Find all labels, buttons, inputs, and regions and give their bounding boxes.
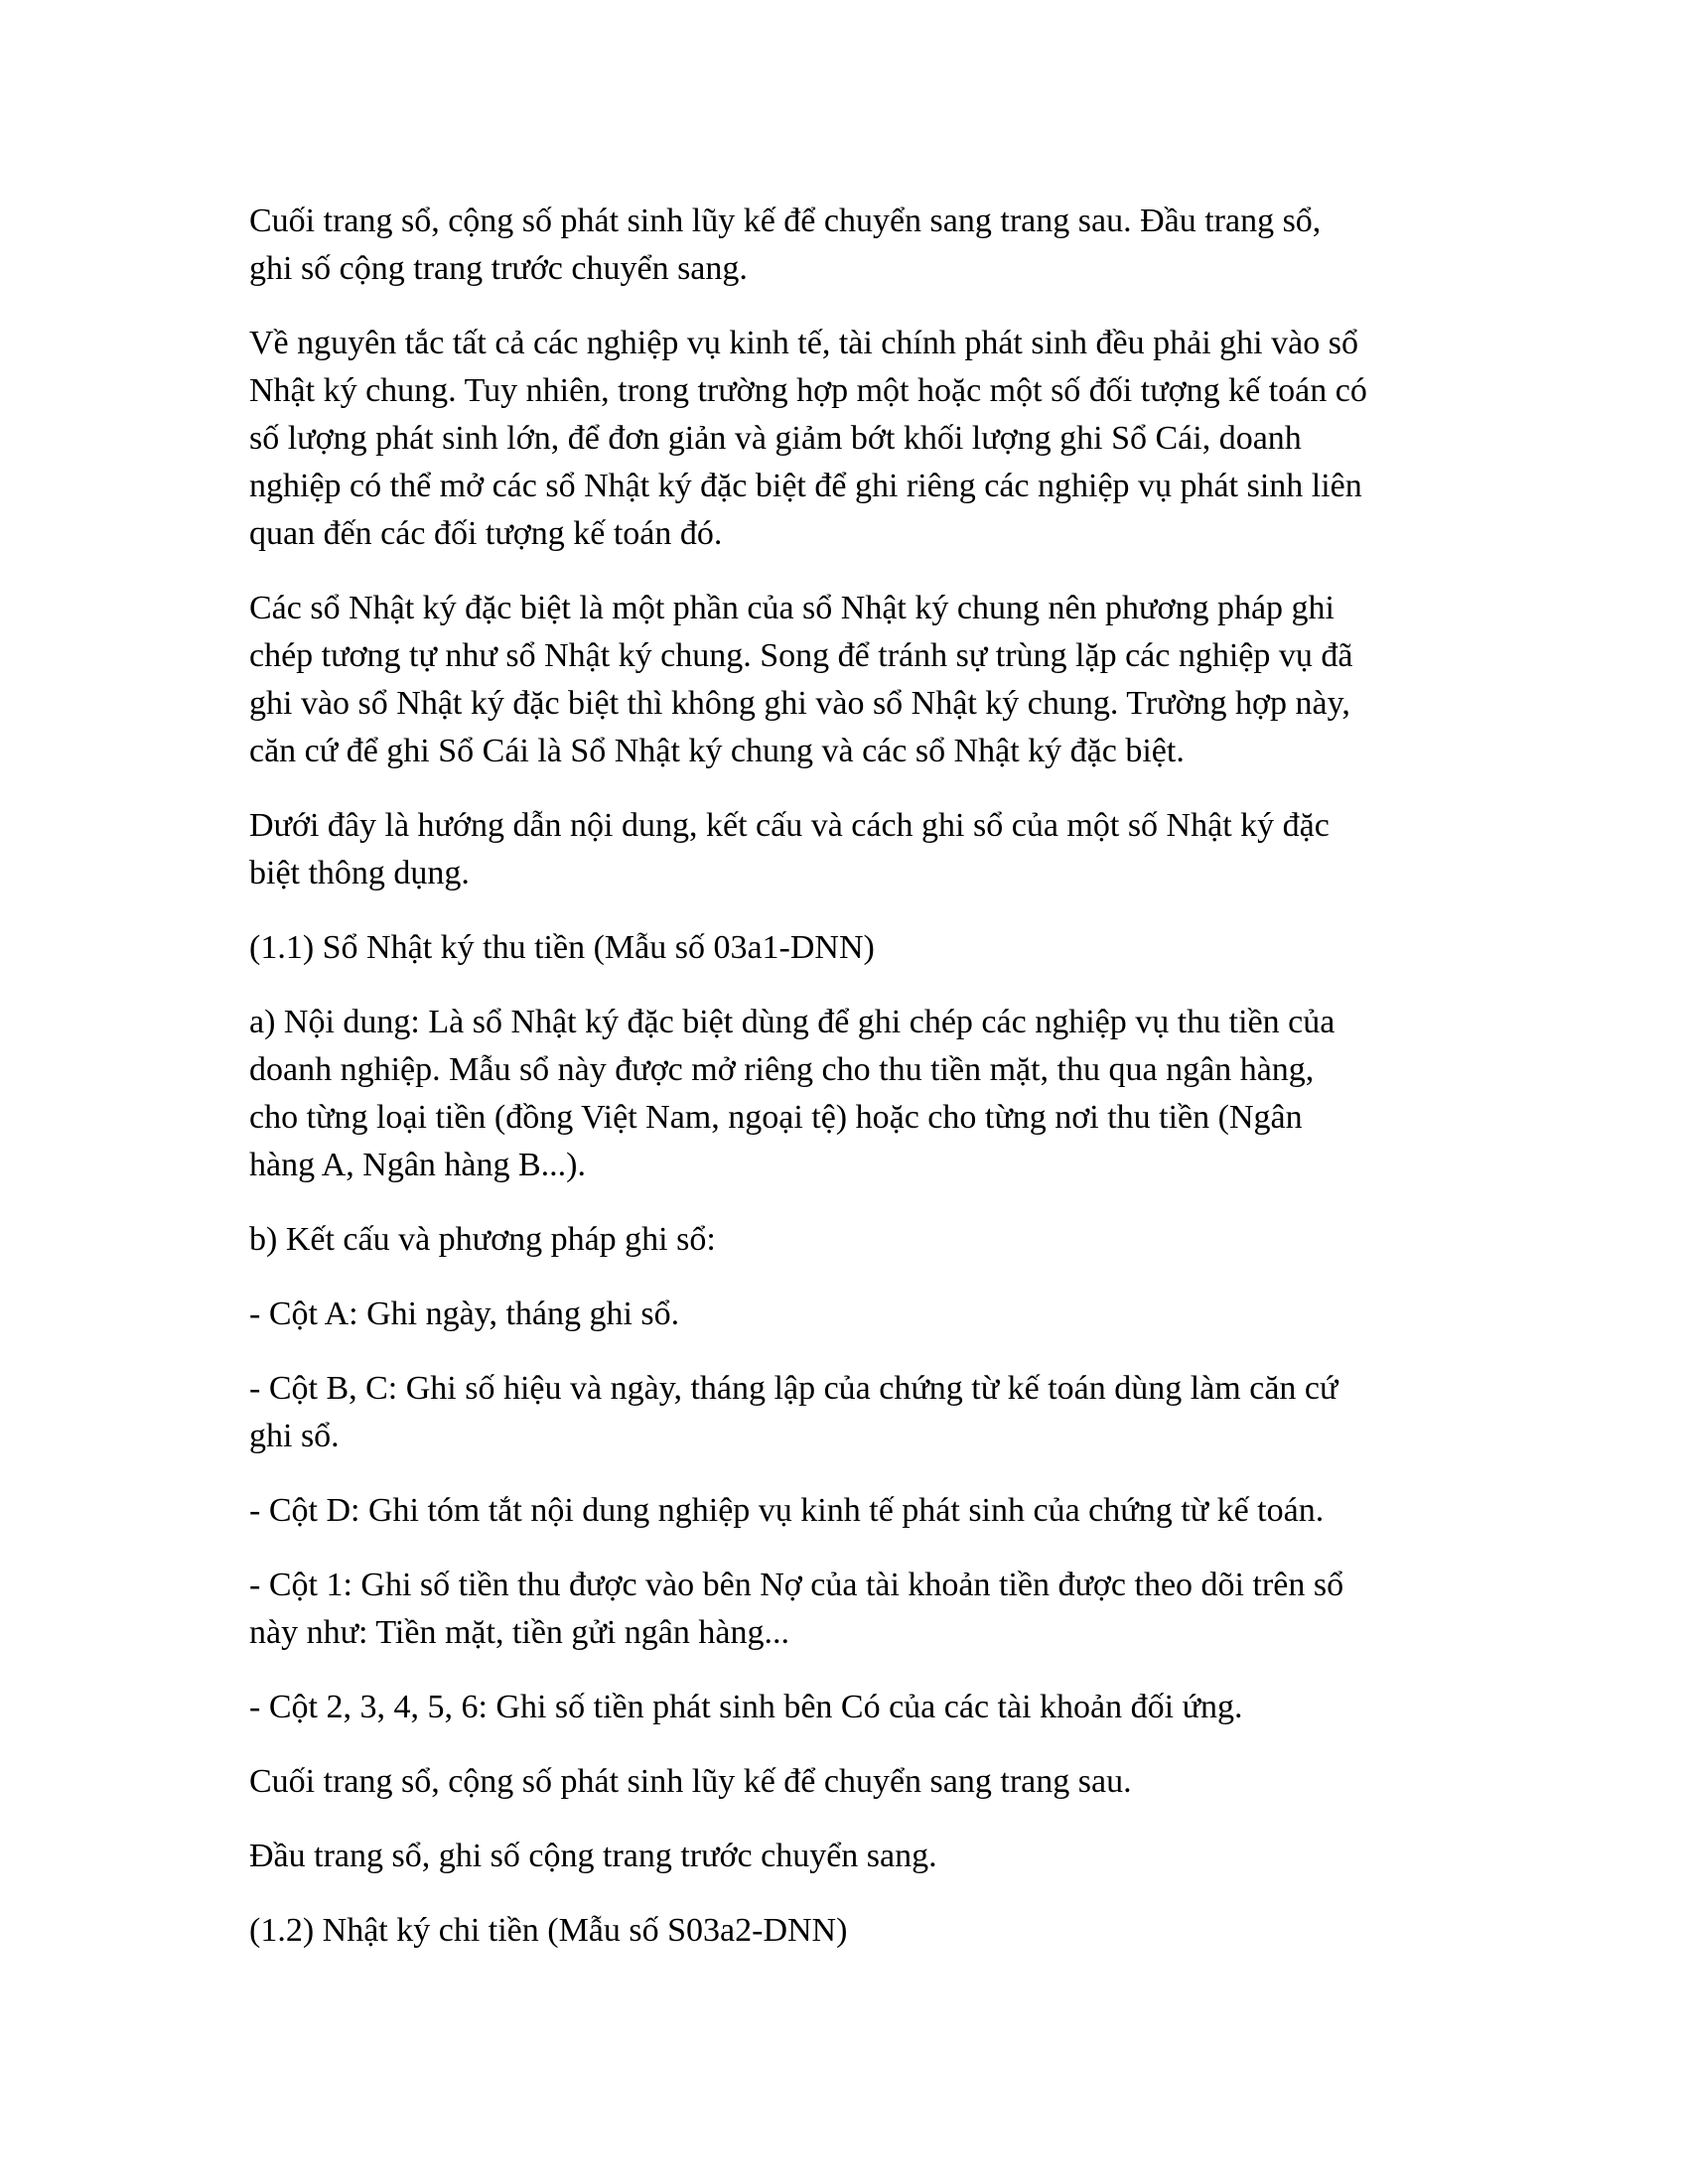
text-line: a) Nội dung: Là sổ Nhật ký đặc biệt dùng để ghi chép các nghiệp vụ thu tiền của: [249, 1004, 1336, 1040]
text-line: Cuối trang sổ, cộng số phát sinh lũy kế để chuyển sang trang sau.: [249, 1763, 1132, 1800]
text-line: - Cột 2, 3, 4, 5, 6: Ghi số tiền phát sinh bên Có của các tài khoản đối ứng.: [249, 1689, 1243, 1725]
paragraph-content-a: [249, 999, 1471, 1189]
text-line: doanh nghiệp. Mẫu sổ này được mở riêng cho thu tiền mặt, thu qua ngân hàng,: [249, 1051, 1315, 1088]
paragraph-page-start: [249, 1833, 1471, 1880]
list-item-column-a: [249, 1291, 1471, 1338]
text-line: Đầu trang sổ, ghi số cộng trang trước chuyển sang.: [249, 1838, 937, 1874]
list-item-column-b-c: [249, 1365, 1471, 1460]
text-line: (1.2) Nhật ký chi tiền (Mẫu số S03a2-DNN): [249, 1912, 848, 1949]
paragraph-page-end: [249, 1758, 1471, 1806]
section-heading-1-2: [249, 1907, 1471, 1955]
text-line: (1.1) Sổ Nhật ký thu tiền (Mẫu số 03a1-DNN): [249, 929, 875, 966]
paragraph-principle: [249, 320, 1471, 558]
text-line: Dưới đây là hướng dẫn nội dung, kết cấu và cách ghi sổ của một số Nhật ký đặc: [249, 807, 1330, 844]
paragraph-intro-guide: [249, 802, 1471, 897]
text-line: - Cột 1: Ghi số tiền thu được vào bên Nợ của tài khoản tiền được theo dõi trên sổ: [249, 1567, 1344, 1603]
text-line: chép tương tự như sổ Nhật ký chung. Song để tránh sự trùng lặp các nghiệp vụ đã: [249, 637, 1353, 674]
paragraph-special-journals: [249, 585, 1471, 775]
list-item-column-1: [249, 1562, 1471, 1657]
text-line: - Cột D: Ghi tóm tắt nội dung nghiệp vụ kinh tế phát sinh của chứng từ kế toán.: [249, 1492, 1325, 1529]
text-line: Về nguyên tắc tất cả các nghiệp vụ kinh tế, tài chính phát sinh đều phải ghi vào sổ: [249, 325, 1358, 361]
list-item-columns-2-6: [249, 1684, 1471, 1731]
text-line: ghi vào sổ Nhật ký đặc biệt thì không ghi vào sổ Nhật ký chung. Trường hợp này,: [249, 685, 1350, 722]
text-line: Nhật ký chung. Tuy nhiên, trong trường hợp một hoặc một số đối tượng kế toán có: [249, 372, 1367, 409]
text-line: Các sổ Nhật ký đặc biệt là một phần của sổ Nhật ký chung nên phương pháp ghi: [249, 590, 1335, 626]
text-line: quan đến các đối tượng kế toán đó.: [249, 515, 723, 552]
text-line: - Cột A: Ghi ngày, tháng ghi sổ.: [249, 1296, 680, 1332]
paragraph-structure-b: [249, 1216, 1471, 1264]
text-line: căn cứ để ghi Sổ Cái là Sổ Nhật ký chung và các sổ Nhật ký đặc biệt.: [249, 733, 1185, 769]
text-line: b) Kết cấu và phương pháp ghi sổ:: [249, 1221, 716, 1258]
text-line: ghi số cộng trang trước chuyển sang.: [249, 250, 748, 287]
text-line: ghi sổ.: [249, 1418, 340, 1454]
text-line: - Cột B, C: Ghi số hiệu và ngày, tháng lập của chứng từ kế toán dùng làm căn cứ: [249, 1370, 1338, 1407]
text-line: số lượng phát sinh lớn, để đơn giản và giảm bớt khối lượng ghi Sổ Cái, doanh: [249, 420, 1302, 457]
text-line: biệt thông dụng.: [249, 855, 470, 891]
text-line: hàng A, Ngân hàng B...).: [249, 1147, 587, 1183]
text-line: cho từng loại tiền (đồng Việt Nam, ngoại tệ) hoặc cho từng nơi thu tiền (Ngân: [249, 1099, 1303, 1136]
text-line: Cuối trang sổ, cộng số phát sinh lũy kế để chuyển sang trang sau. Đầu trang sổ,: [249, 203, 1322, 239]
list-item-column-d: [249, 1487, 1471, 1535]
section-heading-1-1: [249, 924, 1471, 972]
text-line: nghiệp có thể mở các sổ Nhật ký đặc biệt để ghi riêng các nghiệp vụ phát sinh liên: [249, 468, 1362, 504]
paragraph-carry-forward: [249, 198, 1471, 293]
document-page: [249, 198, 1471, 1981]
text-line: này như: Tiền mặt, tiền gửi ngân hàng...: [249, 1614, 789, 1651]
